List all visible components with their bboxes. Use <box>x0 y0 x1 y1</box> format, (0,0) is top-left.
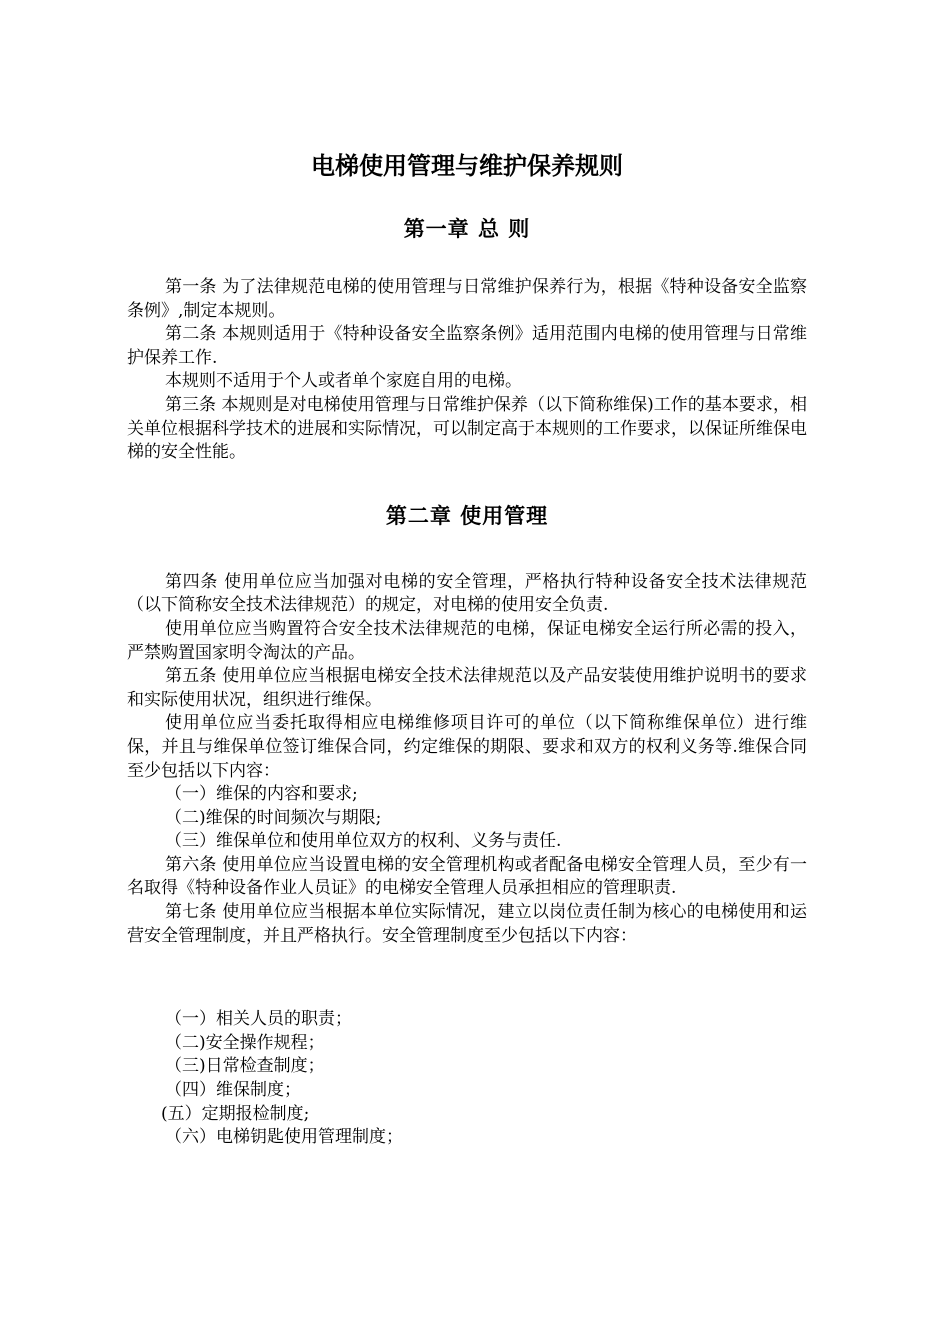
article-4: 第四条 使用单位应当加强对电梯的安全管理，严格执行特种设备安全技术法律规范（以下简称安全技术法律规范）的规定，对电梯的使用安全负责. <box>127 571 807 616</box>
system-item: （一）相关人员的职责； <box>165 1009 352 1030</box>
article-3: 第三条 本规则是对电梯使用管理与日常维护保养（以下简称维保)工作的基本要求，相关单位根据科学技术的进展和实际情况，可以制定高于本规则的工作要求，以保证所维保电梯的安全性能。 <box>127 394 807 463</box>
article-7: 第七条 使用单位应当根据本单位实际情况，建立以岗位责任制为核心的电梯使用和运营安全管理制度，并且严格执行。安全管理制度至少包括以下内容： <box>127 902 807 946</box>
article-1: 第一条 为了法律规范电梯的使用管理与日常维护保养行为，根据《特种设备安全监察条例》,制定本规则。 <box>127 277 807 321</box>
system-item: （二)安全操作规程； <box>165 1032 325 1053</box>
chapter-2-body <box>127 571 807 1150</box>
system-item: (五）定期报检制度; <box>161 1103 310 1124</box>
article-5: 第五条 使用单位应当根据电梯安全技术法律规范以及产品安装使用维护说明书的要求和实际使用状况，组织进行维保。 <box>127 666 807 710</box>
contract-item: （三）维保单位和使用单位双方的权利、义务与责任. <box>165 831 562 852</box>
article-2: 第二条 本规则适用于《特种设备安全监察条例》适用范围内电梯的使用管理与日常维护保养工作. <box>127 324 807 368</box>
chapter-1-heading: 第一章 总 则 <box>403 216 531 241</box>
document-page <box>127 150 807 1150</box>
article-5-contract: 使用单位应当委托取得相应电梯维修项目许可的单位（以下简称维保单位）进行维保，并且与维保单位签订维保合同，约定维保的期限、要求和双方的权利义务等.维保合同至少包括以下内容： <box>127 713 807 781</box>
blank-gap <box>127 948 807 1008</box>
system-item: （四）维保制度； <box>165 1080 301 1101</box>
article-4-purchase: 使用单位应当购置符合安全技术法律规范的电梯，保证电梯安全运行所必需的投入，严禁购置国家明令淘汰的产品。 <box>127 618 807 663</box>
contract-item: （二)维保的时间频次与期限; <box>165 807 382 828</box>
contract-item: （一）维保的内容和要求; <box>165 784 358 805</box>
system-item: （三)日常检查制度； <box>165 1056 325 1077</box>
article-6: 第六条 使用单位应当设置电梯的安全管理机构或者配备电梯安全管理人员，至少有一名取得《特种设备作业人员证》的电梯安全管理人员承担相应的管理职责. <box>127 854 807 899</box>
document-title: 电梯使用管理与维护保养规则 <box>311 151 623 180</box>
article-2-exclusion: 本规则不适用于个人或者单个家庭自用的电梯。 <box>165 371 522 392</box>
chapter-2-heading: 第二章 使用管理 <box>385 502 549 528</box>
chapter-1-body <box>127 276 807 465</box>
system-item: （六）电梯钥匙使用管理制度； <box>165 1127 403 1148</box>
